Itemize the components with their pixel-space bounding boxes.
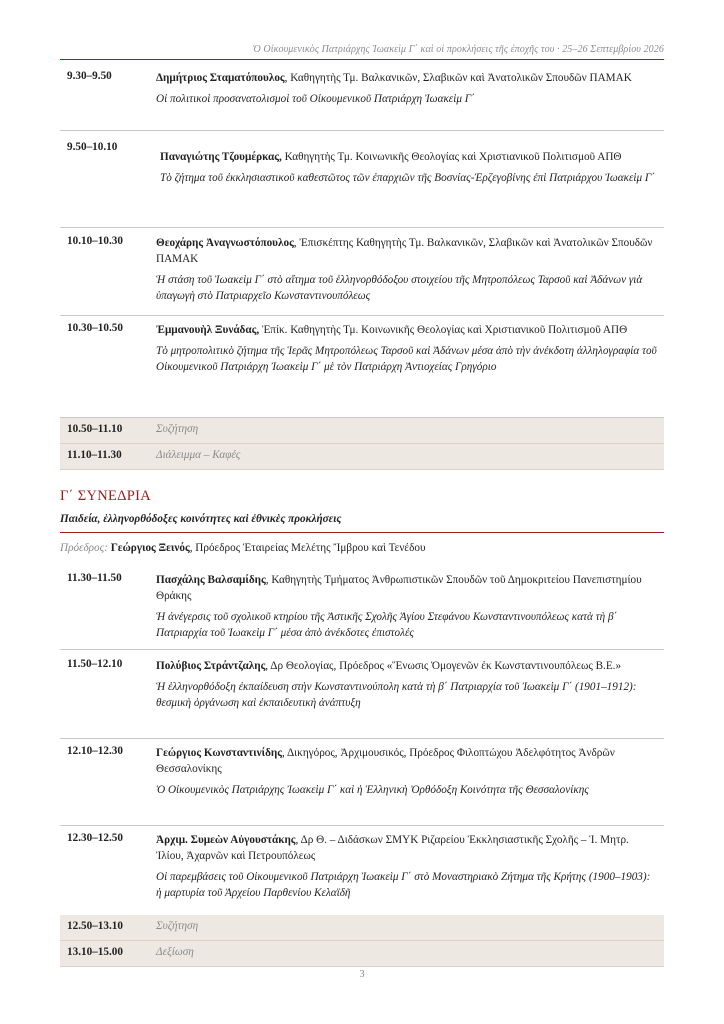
speaker-affiliation: , Ἐπισκέπτης Καθηγητὴς Τμ. Βαλκανικῶν, Σλαβικῶν καὶ Ἀνατολικῶν Σπουδῶν ΠΑΜΑΚ [156, 237, 653, 265]
entry-time: 11.50–12.10 [67, 658, 123, 670]
program-entry [60, 141, 664, 228]
program-entry [60, 832, 664, 914]
talk-title: Οἱ παρεμβάσεις τοῦ Οἰκουμενικοῦ Πατριάρχη Ἰωακεὶμ Γ΄ στὸ Μοναστηριακὸ Ζήτημα τῆς Κρήτης (1900–1903): ἡ μαρτυρία τοῦ Ἀρχείου Παρθενίου Κελαϊδῆ [156, 871, 651, 899]
session-chair [60, 542, 426, 554]
speaker-line [156, 658, 658, 674]
chair-name: Γεώργιος Ξεινός [110, 542, 190, 554]
speaker-name: Δημήτριος Σταματόπουλος [156, 72, 285, 84]
entry-time: 9.30–9.50 [67, 70, 112, 82]
speaker-line [156, 745, 658, 777]
reception-row [60, 941, 664, 967]
program-entry [60, 658, 664, 739]
session-subtitle: Παιδεία, ἑλληνορθόδοξες κοινότητες καὶ ἐθνικὲς προκλήσεις [60, 513, 342, 525]
session-divider [60, 532, 664, 533]
speaker-affiliation: , Δικηγόρος, Ἀρχιμουσικός, Πρόεδρος Φιλοπτώχου Ἀδελφότητος Ἀνδρῶν Θεσσαλονίκης [156, 747, 615, 775]
entry-content [156, 658, 658, 711]
speaker-affiliation: Καθηγητὴς Τμ. Κοινωνικῆς Θεολογίας καὶ Χριστιανικοῦ Πολιτισμοῦ ΑΠΘ [281, 151, 622, 163]
chair-affiliation: , Πρόεδρος Ἑταιρείας Μελέτης Ἴμβρου καὶ Τενέδου [189, 542, 426, 554]
speaker-name: Γεώργιος Κωνσταντινίδης [156, 747, 282, 759]
speaker-affiliation: Ἐπίκ. Καθηγητὴς Τμ. Κοινωνικῆς Θεολογίας καὶ Χριστιανικοῦ Πολιτισμοῦ ΑΠΘ [259, 324, 628, 336]
entry-time: 11.30–11.50 [67, 572, 122, 584]
speaker-affiliation: , Καθηγητὴς Τμήματος Ἀνθρωπιστικῶν Σπουδῶν τοῦ Δημοκριτείου Πανεπιστημίου Θράκης [156, 574, 642, 602]
talk-title: Τὸ ζήτημα τοῦ ἐκκλησιαστικοῦ καθεστῶτος τῶν ἐπαρχιῶν τῆς Βοσνίας-Ἐρζεγοβίνης ἐπὶ Πατριάρχου Ἰωακεὶμ Γ΄ [160, 172, 655, 184]
chair-label: Πρόεδρος: [60, 542, 108, 554]
speaker-affiliation: , Δρ Θεολογίας, Πρόεδρος «Ἕνωσις Ὁμογενῶν ἐκ Κωνσταντινουπόλεως Β.Ε.» [265, 660, 622, 672]
entry-content [156, 235, 658, 304]
entry-time: 12.10–12.30 [67, 745, 123, 757]
entry-content [156, 70, 658, 107]
entry-time: 10.30–10.50 [67, 322, 123, 334]
speaker-line [156, 832, 658, 864]
speaker-name: Ἐμμανουὴλ Ξυνάδας, [156, 324, 260, 336]
break-time: 13.10–15.00 [67, 946, 123, 958]
speaker-line [156, 235, 658, 267]
speaker-line [156, 322, 658, 338]
entry-content [156, 745, 658, 798]
talk-title: Ἡ ἑλληνορθόδοξη ἐκπαίδευση στὴν Κωνσταντινούπολη κατὰ τὴ β΄ Πατριαρχία τοῦ Ἰωακεὶμ Γ΄ (1901–1912): θεσμικὴ ὀργάνωση καὶ ἐκπαιδευτικὴ ἀνάπτυξη [156, 681, 637, 709]
entry-content [160, 149, 658, 186]
page-number: 3 [359, 969, 365, 980]
program-entry [60, 745, 664, 826]
program-entry [60, 322, 664, 418]
break-label: Δεξίωση [156, 946, 194, 958]
break-time: 10.50–11.10 [67, 423, 123, 435]
talk-title: Ἡ ἀνέγερσις τοῦ σχολικοῦ κτηρίου τῆς Ἀστικῆς Σχολῆς Ἁγίου Στεφάνου Κωνσταντινουπόλεως κατὰ τὴ β΄ Πατριαρχία τοῦ Ἰωακεὶμ Γ΄ μέσα ἀπὸ ἀνέκδοτες ἐπιστολές [156, 611, 618, 639]
break-time: 12.50–13.10 [67, 920, 123, 932]
speaker-line [160, 149, 658, 165]
speaker-affiliation: , Δρ Θ. – Διδάσκων ΣΜΥΚ Ριζαρείου Ἐκκλησιαστικῆς Σχολῆς – Ἱ. Μητρ. Ἰλίου, Ἀχαρνῶν καὶ Πετρουπόλεως [156, 834, 629, 862]
entry-content [156, 832, 658, 901]
discussion-row [60, 915, 664, 941]
entry-time: 10.10–10.30 [67, 235, 123, 247]
talk-title: Ἡ στάση τοῦ Ἰωακεὶμ Γ΄ στὸ αἴτημα τοῦ ἑλληνορθόδοξου στοιχείου τῆς Μητροπόλεως Ταρσοῦ καὶ Ἀδάνων γιὰ ὑπαγωγὴ στὸ Πατριαρχεῖο Κωνσταντινουπόλεως [156, 274, 643, 302]
speaker-line [156, 572, 658, 604]
session-heading: Γ΄ ΣΥΝΕΔΡΙΑ [60, 488, 152, 504]
header-divider [60, 59, 664, 60]
entry-time: 12.30–12.50 [67, 832, 123, 844]
speaker-name: Θεοχάρης Ἀναγνωστόπουλος [156, 237, 294, 249]
entry-content [156, 572, 658, 641]
discussion-row [60, 418, 664, 444]
coffee-break-row [60, 444, 664, 470]
entry-time: 9.50–10.10 [67, 141, 118, 153]
speaker-line [156, 70, 658, 86]
speaker-name: Πολύβιος Στράντζαλης [156, 660, 266, 672]
break-label: Διάλειμμα – Καφές [156, 449, 241, 461]
talk-title: Οἱ πολιτικοὶ προσανατολισμοὶ τοῦ Οἰκουμενικοῦ Πατριάρχη Ἰωακεὶμ Γ΄ [156, 93, 475, 105]
entry-content [156, 322, 658, 375]
program-entry [60, 70, 664, 131]
program-entry [60, 572, 664, 650]
break-label: Συζήτηση [156, 423, 199, 435]
speaker-affiliation: , Καθηγητὴς Τμ. Βαλκανικῶν, Σλαβικῶν καὶ Ἀνατολικῶν Σπουδῶν ΠΑΜΑΚ [284, 72, 632, 84]
talk-title: Τὸ μητροπολιτικὸ ζήτημα τῆς Ἱερᾶς Μητροπόλεως Ταρσοῦ καὶ Ἀδάνων μέσα ἀπὸ τὴν ἀνέκδοτη ἀλληλογραφία τοῦ Οἰκουμενικοῦ Πατριάρχη Ἰωακεὶμ Γ΄ μὲ τὸν Πατριάρχη Ἀντιοχείας Γρηγόριο [156, 345, 657, 373]
program-entry [60, 235, 664, 316]
speaker-name: Πασχάλης Βαλσαμίδης [156, 574, 266, 586]
speaker-name: Ἀρχιμ. Συμεὼν Αὐγουστάκης [156, 834, 296, 846]
break-time: 11.10–11.30 [67, 449, 122, 461]
running-header: Ὁ Οἰκουμενικὸς Πατριάρχης Ἰωακεὶμ Γ΄ καὶ οἱ προκλήσεις τῆς ἐποχῆς του · 25–26 Σεπτεμβρίου 2026 [252, 44, 664, 55]
speaker-name: Παναγιώτης Τζουμέρκας, [160, 151, 282, 163]
talk-title: Ὁ Οἰκουμενικὸς Πατριάρχης Ἰωακεὶμ Γ΄ καὶ ἡ Ἑλληνικὴ Ὀρθόδοξη Κοινότητα τῆς Θεσσαλονίκης [156, 784, 589, 796]
break-label: Συζήτηση [156, 920, 199, 932]
